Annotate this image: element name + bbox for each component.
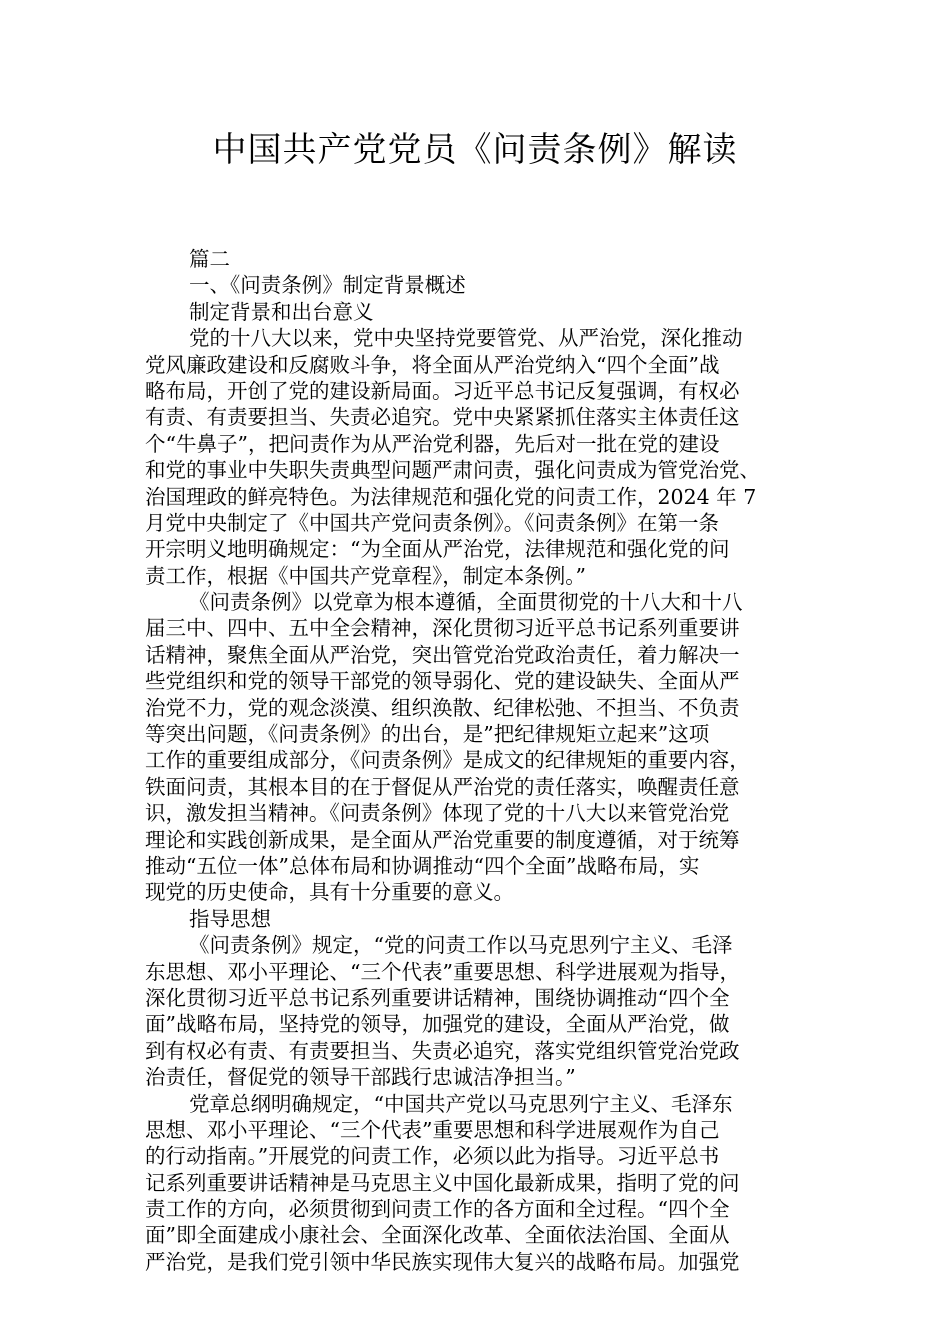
text-line: 个“牛鼻子”，把问责作为从严治党利器，先后对一批在党的建设 xyxy=(145,431,720,456)
text-line: 篇二 xyxy=(189,247,230,271)
text-line: 些党组织和党的领导干部党的领导弱化、党的建设缺失、全面从严 xyxy=(145,669,740,694)
text-line: 理论和实践创新成果，是全面从严治党重要的制度遵循，对于统筹 xyxy=(145,827,740,852)
text-line: 等突出问题，《问责条例》的出台，是”把纪律规矩立起来”这项 xyxy=(145,722,710,747)
text-line: 的行动指南。”开展党的问责工作，必须以此为指导。习近平总书 xyxy=(145,1144,720,1169)
text-line: 工作的重要组成部分，《问责条例》是成文的纪律规矩的重要内容， xyxy=(145,748,750,773)
text-line: 指导思想 xyxy=(189,906,271,931)
text-line: 话精神，聚焦全面从严治党，突出管党治党政治责任，着力解决一 xyxy=(145,642,740,667)
text-line: 制定背景和出台意义 xyxy=(189,299,374,324)
text-line: 面”战略布局，坚持党的领导，加强党的建设，全面从严治党，做 xyxy=(145,1012,730,1037)
text-line: 届三中、四中、五中全会精神，深化贯彻习近平总书记系列重要讲 xyxy=(145,616,740,641)
text-line: 开宗明义地明确规定：“为全面从严治党，法律规范和强化党的问 xyxy=(145,537,730,562)
text-line: 治责任，督促党的领导干部践行忠诚洁净担当。” xyxy=(145,1065,576,1090)
text-line: 党章总纲明确规定，“中国共产党以马克思列宁主义、毛泽东 xyxy=(189,1091,733,1116)
document-title: 中国共产党党员《问责条例》解读 xyxy=(212,130,738,170)
text-line: 责工作的方向，必须贯彻到问责工作的各方面和全过程。“四个全 xyxy=(145,1197,730,1222)
text-line: 到有权必有责、有责要担当、失责必追究，落实党组织管党治党政 xyxy=(145,1038,740,1063)
text-line: 有责、有责要担当、失责必追究。党中央紧紧抓住落实主体责任这 xyxy=(145,405,740,430)
text-line: 和党的事业中失职失责典型问题严肃问责，强化问责成为管党治党、 xyxy=(145,458,760,483)
text-line: 党的十八大以来，党中央坚持党要管党、从严治党，深化推动 xyxy=(189,326,743,351)
document-body xyxy=(145,246,813,1275)
text-line: 《问责条例》规定，“党的问责工作以马克思列宁主义、毛泽 xyxy=(189,933,733,958)
text-line: 推动“五位一体”总体布局和协调推动“四个全面”战略布局，实 xyxy=(145,853,700,878)
text-line: 略布局，开创了党的建设新局面。习近平总书记反复强调，有权必 xyxy=(145,378,740,403)
text-line: 东思想、邓小平理论、“三个代表”重要思想、科学进展观为指导， xyxy=(145,959,740,984)
text-line: 铁面问责，其根本目的在于督促从严治党的责任落实，唤醒责任意 xyxy=(145,774,740,799)
text-line: 现党的历史使命，具有十分重要的意义。 xyxy=(145,880,514,905)
text-line: 党风廉政建设和反腐败斗争，将全面从严治党纳入“四个全面”战 xyxy=(145,352,720,377)
text-line: 治国理政的鲜亮特色。为法律规范和强化党的问责工作，2024 年 7 xyxy=(145,484,757,509)
text-line: 《问责条例》以党章为根本遵循，全面贯彻党的十八大和十八 xyxy=(189,590,743,615)
text-line: 责工作，根据《中国共产党章程》，制定本条例。” xyxy=(145,563,586,588)
text-line: 月党中央制定了《中国共产党问责条例》。《问责条例》在第一条 xyxy=(145,510,719,535)
text-line: 面”即全面建成小康社会、全面深化改革、全面依法治国、全面从 xyxy=(145,1223,730,1248)
text-line: 严治党，是我们党引领中华民族实现伟大复兴的战略布局。加强党 xyxy=(145,1249,740,1274)
text-line: 一、《问责条例》制定背景概述 xyxy=(189,273,466,298)
text-line: 深化贯彻习近平总书记系列重要讲话精神，围绕协调推动“四个全 xyxy=(145,985,730,1010)
text-line: 识，激发担当精神。《问责条例》体现了党的十八大以来管党治党 xyxy=(145,801,730,826)
text-line: 记系列重要讲话精神是马克思主义中国化最新成果，指明了党的问 xyxy=(145,1170,740,1195)
text-line: 思想、邓小平理论、“三个代表”重要思想和科学进展观作为自己 xyxy=(145,1117,720,1142)
text-line: 治党不力，党的观念淡漠、组织涣散、纪律松弛、不担当、不负责 xyxy=(145,695,740,720)
